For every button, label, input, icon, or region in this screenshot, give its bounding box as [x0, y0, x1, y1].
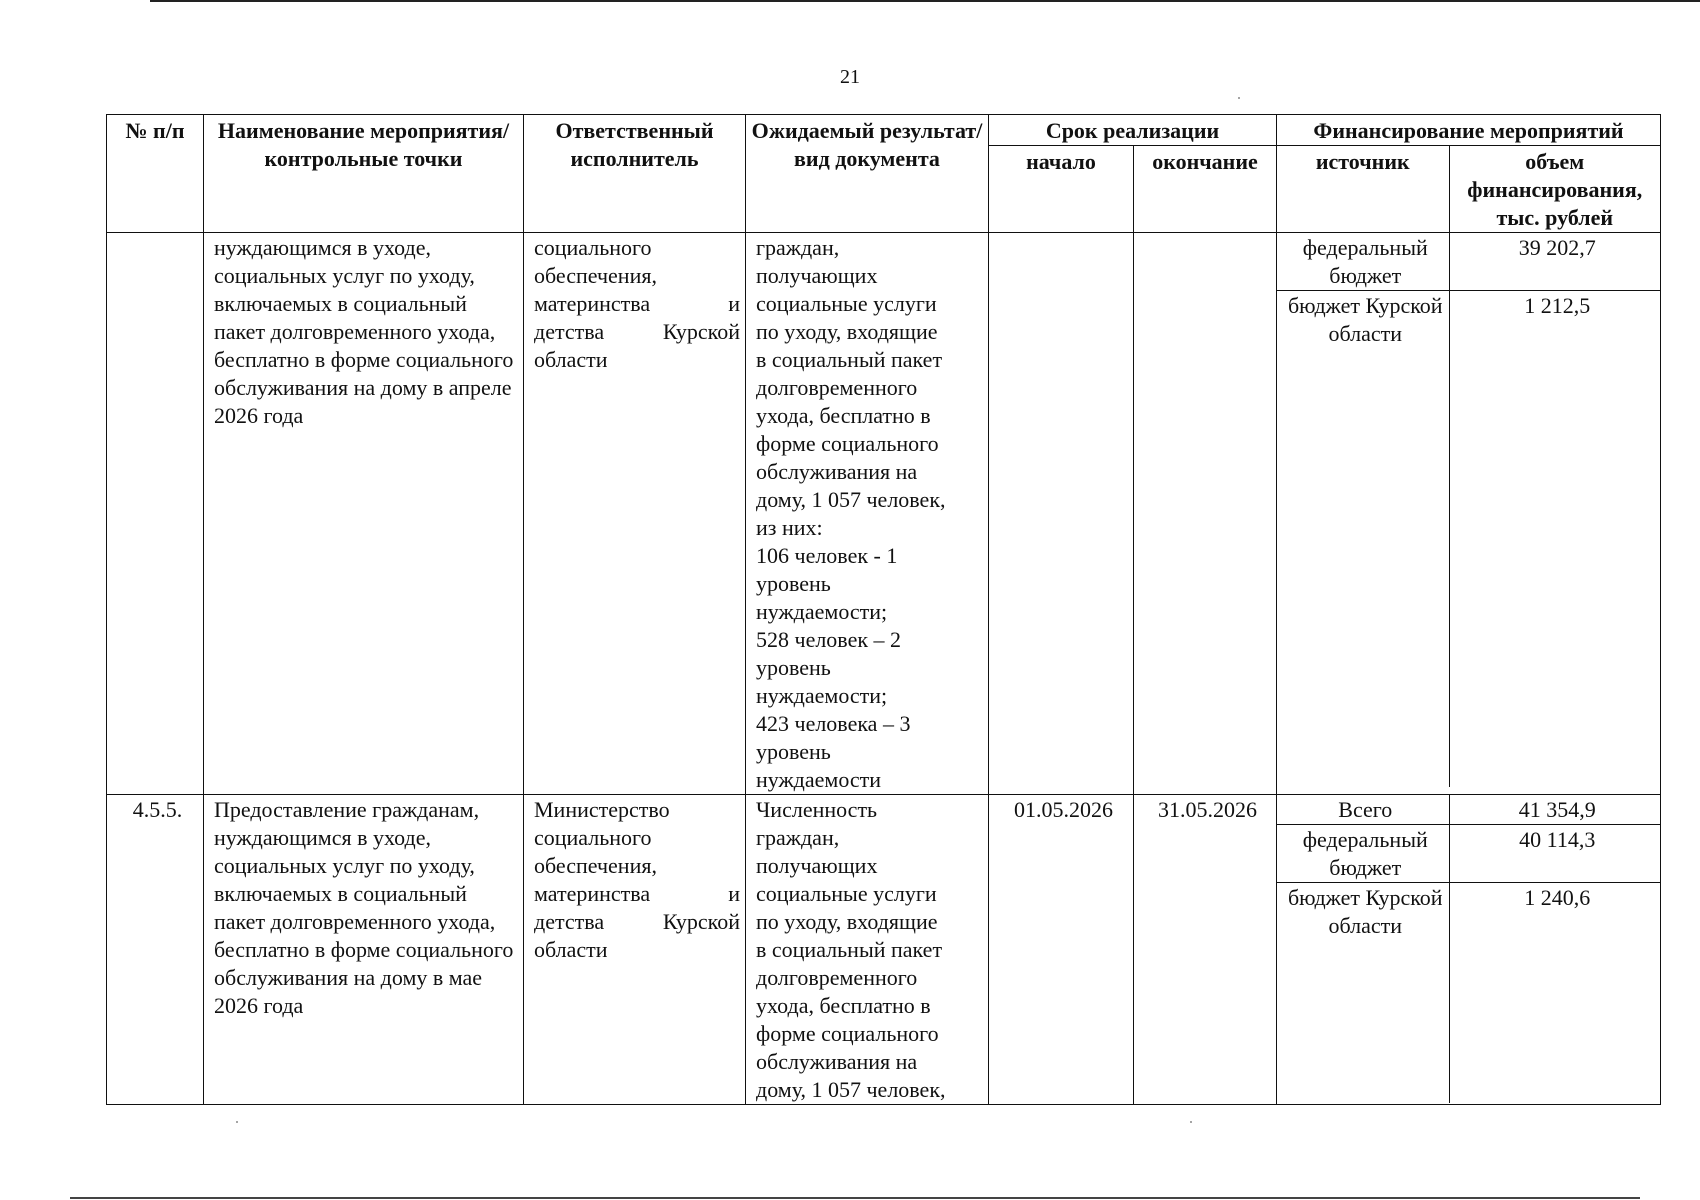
- financing-source: федеральный бюджет: [1277, 825, 1449, 883]
- result-line: социальные услуги: [756, 881, 937, 906]
- result-line: ухода, бесплатно в: [756, 403, 931, 428]
- result-line: социальные услуги: [756, 291, 937, 316]
- result-line: форме социального: [756, 431, 939, 456]
- result-line: обслуживания на: [756, 459, 918, 484]
- page-number: 21: [840, 66, 860, 88]
- result-line: долговременного: [756, 375, 918, 400]
- result-line: в социальный пакет: [756, 347, 943, 372]
- financing-subtable: [1277, 795, 1660, 1103]
- result-line: уровень: [756, 739, 831, 764]
- header-result: Ожидаемый результат/вид документа: [746, 115, 989, 233]
- row-responsible: [524, 795, 746, 1105]
- financing-amount: 1 212,5: [1524, 293, 1591, 318]
- financing-source: федеральный бюджет: [1277, 233, 1449, 291]
- responsible-line: детства Курской: [534, 909, 740, 934]
- result-line: уровень: [756, 571, 831, 596]
- financing-amount: 41 354,9: [1449, 795, 1660, 825]
- responsible-line: области: [534, 937, 608, 962]
- header-volume: объем финансирования, тыс. рублей: [1467, 149, 1643, 230]
- responsible-line: области: [534, 347, 608, 372]
- table-row: [107, 233, 1661, 795]
- result-line: из них:: [756, 515, 823, 540]
- result-line: долговременного: [756, 965, 918, 990]
- result-line: Численность: [756, 797, 878, 822]
- row-end: [1134, 233, 1277, 795]
- result-line: 106 человек - 1: [756, 543, 898, 568]
- result-line: обслуживания на: [756, 1049, 918, 1074]
- scan-speck: [236, 1121, 238, 1123]
- responsible-line: материнства и: [534, 291, 740, 316]
- scan-edge-top: [150, 0, 1700, 2]
- header-period: Срок реализации: [989, 115, 1277, 146]
- header-financing-subtable: [1277, 146, 1660, 232]
- result-line: нуждаемости: [756, 767, 882, 792]
- financing-source: Всего: [1277, 795, 1449, 825]
- result-line: 528 человек – 2: [756, 627, 902, 652]
- row-financing: [1277, 233, 1661, 795]
- result-line: получающих: [756, 263, 878, 288]
- result-line: нуждаемости;: [756, 683, 888, 708]
- financing-amount: 40 114,3: [1449, 825, 1660, 883]
- row-start: [989, 233, 1134, 795]
- scan-edge-bottom: [70, 1197, 1640, 1199]
- responsible-line: социального: [534, 235, 652, 260]
- responsible-line: социального: [534, 825, 652, 850]
- header-end: окончание: [1134, 146, 1277, 233]
- financing-source: бюджет Курской области: [1277, 883, 1449, 1103]
- result-line: дому, 1 057 человек,: [756, 1077, 946, 1102]
- responsible-line: детства Курской: [534, 319, 740, 344]
- scan-speck: [1238, 97, 1240, 99]
- result-line: граждан,: [756, 825, 840, 850]
- measures-table: [106, 114, 1661, 1105]
- responsible-line: Министерство: [534, 797, 670, 822]
- header-start: начало: [989, 146, 1134, 233]
- row-start: 01.05.2026: [989, 795, 1134, 1105]
- header-responsible: Ответственный исполнитель: [524, 115, 746, 233]
- result-line: уровень: [756, 655, 831, 680]
- result-line: 423 человека – 3: [756, 711, 911, 736]
- row-responsible: [524, 233, 746, 795]
- responsible-line: материнства и: [534, 881, 740, 906]
- result-line: форме социального: [756, 1021, 939, 1046]
- result-line: дому, 1 057 человек,: [756, 487, 946, 512]
- header-name: Наименование мероприятия/контрольные точки: [204, 115, 524, 233]
- row-name: нуждающимся в уходе, социальных услуг по уходу, включаемых в социальный пакет долговременного ухода, бесплатно в форме социального обслуживания на дому в апреле 2026 года: [204, 233, 524, 795]
- result-line: по уходу, входящие: [756, 909, 938, 934]
- header-financing-sub: [1277, 146, 1661, 233]
- responsible-line: обеспечения,: [534, 263, 657, 288]
- row-result: [746, 795, 989, 1105]
- table-row: [107, 795, 1661, 1105]
- financing-amount: 39 202,7: [1449, 233, 1660, 291]
- header-source: источник: [1277, 146, 1449, 232]
- row-end: 31.05.2026: [1134, 795, 1277, 1105]
- responsible-line: обеспечения,: [534, 853, 657, 878]
- row-num: [107, 233, 204, 795]
- result-line: получающих: [756, 853, 878, 878]
- header-num: № п/п: [107, 115, 204, 233]
- row-result: [746, 233, 989, 795]
- financing-source: бюджет Курской области: [1277, 291, 1449, 787]
- result-line: граждан,: [756, 235, 840, 260]
- row-num: 4.5.5.: [107, 795, 204, 1105]
- result-line: нуждаемости;: [756, 599, 888, 624]
- result-line: в социальный пакет: [756, 937, 943, 962]
- result-line: по уходу, входящие: [756, 319, 938, 344]
- financing-subtable: [1277, 233, 1660, 787]
- result-line: ухода, бесплатно в: [756, 993, 931, 1018]
- row-financing: [1277, 795, 1661, 1105]
- row-name: Предоставление гражданам, нуждающимся в уходе, социальных услуг по уходу, включаемых в социальный пакет долговременного ухода, бесплатно в форме социального обслуживания на дому в мае 2026 года: [204, 795, 524, 1105]
- financing-amount: 1 240,6: [1524, 885, 1591, 910]
- header-financing: Финансирование мероприятий: [1277, 115, 1661, 146]
- scan-speck: [1190, 1121, 1192, 1123]
